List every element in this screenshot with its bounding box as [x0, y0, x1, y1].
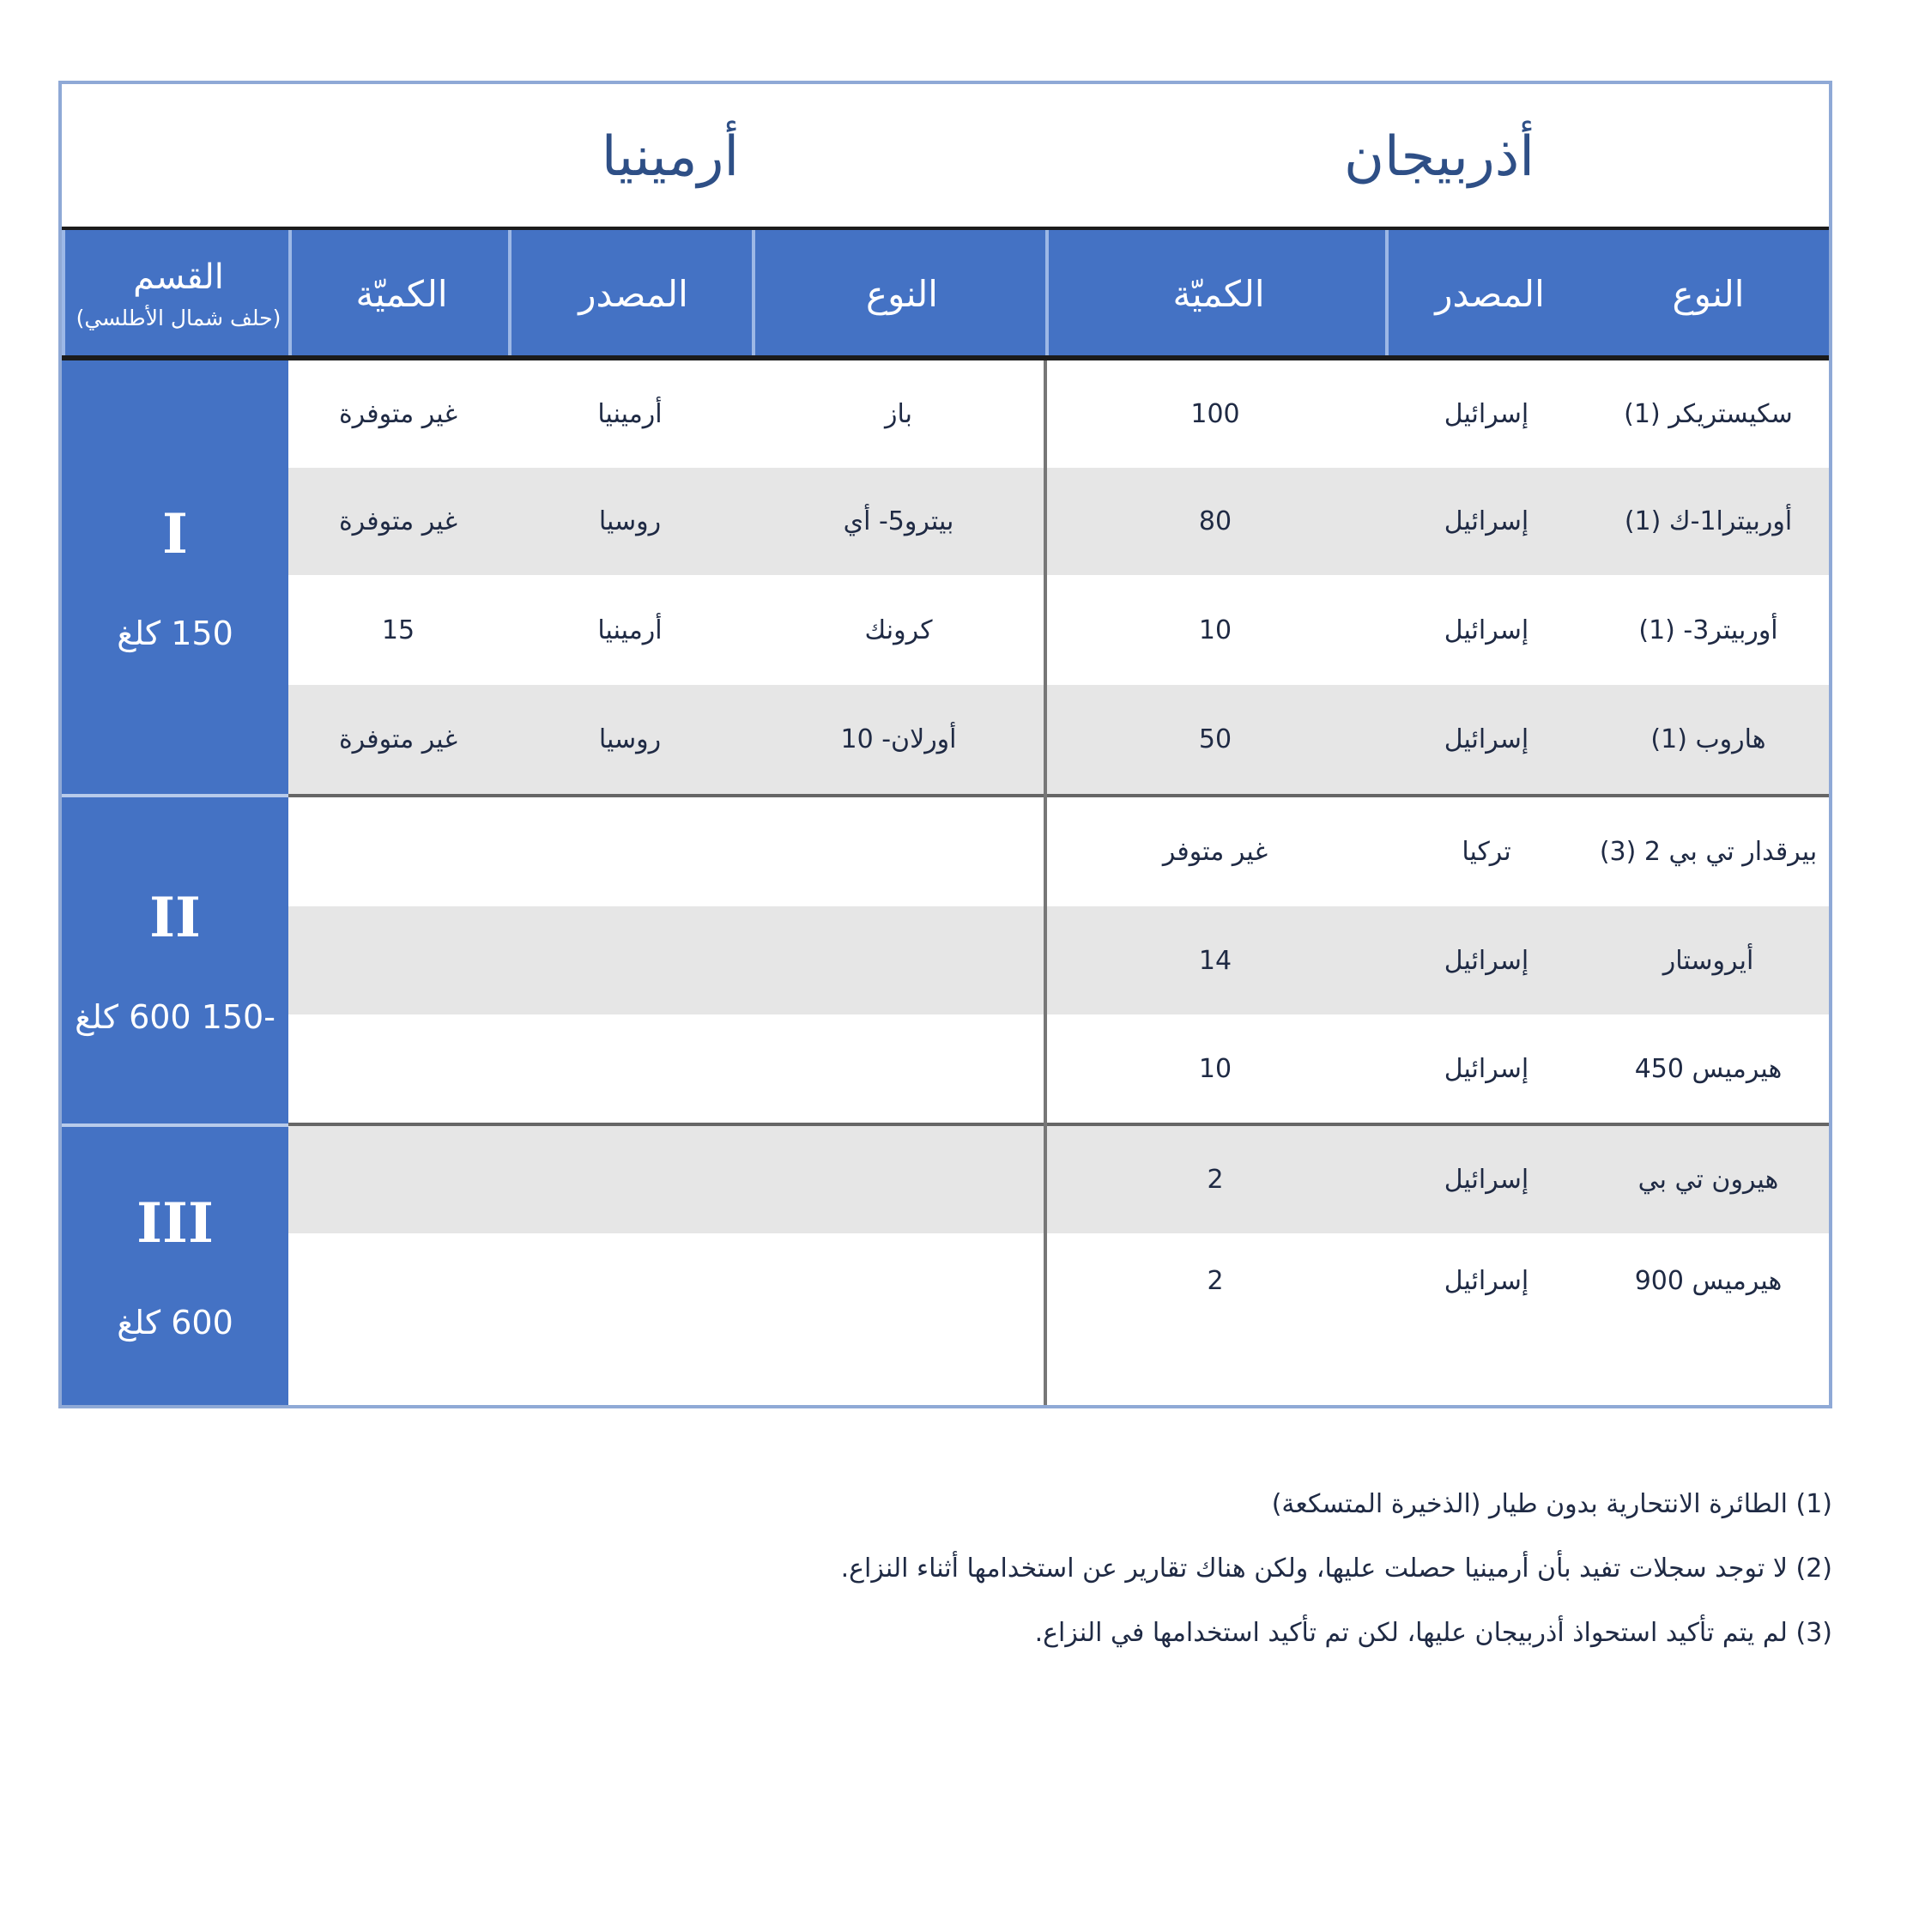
az-source: إسرائيل	[1444, 724, 1529, 754]
header-am-quantity: الكميّة	[288, 230, 512, 357]
az-quantity: غير متوفر	[1162, 837, 1268, 867]
az-source: إسرائيل	[1444, 1053, 1529, 1084]
az-type: أوربيتر3- (1)	[1638, 615, 1778, 645]
section-3-weight: 600 كلغ	[117, 1303, 233, 1341]
section-1	[62, 360, 288, 794]
az-quantity: 50	[1198, 724, 1232, 754]
section-3	[62, 1127, 288, 1405]
am-type: أورلان- 10	[840, 724, 957, 754]
header-section-label: القسم	[133, 257, 224, 297]
az-type: هاروب (1)	[1650, 724, 1766, 754]
az-source: إسرائيل	[1444, 1265, 1529, 1296]
am-quantity: غير متوفرة	[338, 724, 458, 754]
az-quantity: 80	[1198, 506, 1232, 536]
az-quantity: 10	[1198, 615, 1232, 645]
am-type: كرونك	[864, 615, 933, 645]
am-quantity: غير متوفرة	[338, 506, 458, 536]
az-quantity: 14	[1198, 945, 1232, 976]
az-source: تركيا	[1462, 837, 1511, 867]
drone-comparison-table	[58, 81, 1832, 1408]
az-type: بيرقدار تي بي 2 (3)	[1599, 837, 1818, 867]
am-source: أرمينيا	[597, 615, 663, 645]
country-title-azerbaijan: أذربيجان	[1343, 125, 1535, 189]
header-az-quantity: الكميّة	[1045, 230, 1389, 357]
header-az-source: المصدر	[1385, 230, 1591, 357]
am-source: روسيا	[598, 506, 662, 536]
footnotes	[545, 1489, 1832, 1682]
footnote-1: (1) الطائرة الانتحارية بدون طيار (الذخيرة المتسكعة)	[1271, 1489, 1832, 1519]
column-header-row	[62, 230, 1829, 357]
am-source: أرمينيا	[597, 399, 663, 429]
am-quantity: غير متوفرة	[338, 399, 458, 429]
az-quantity: 2	[1207, 1165, 1224, 1195]
az-quantity: 2	[1207, 1265, 1224, 1296]
section-2-roman: II	[149, 885, 201, 950]
az-type: هيرون تي بي	[1637, 1165, 1779, 1195]
az-source: إسرائيل	[1444, 945, 1529, 976]
az-type: هيرميس 450	[1634, 1053, 1783, 1084]
az-quantity: 100	[1190, 399, 1240, 429]
footnote-2: (2) لا توجد سجلات تفيد بأن أرمينيا حصلت عليها، ولكن هناك تقارير عن استخدامها أثناء النزاع.	[840, 1553, 1832, 1584]
section-2-weight: -150 600 كلغ	[75, 997, 275, 1036]
section-2	[62, 797, 288, 1123]
am-type: بيترو5- أي	[843, 506, 954, 536]
az-source: إسرائيل	[1444, 615, 1529, 645]
header-am-type: النوع	[752, 230, 1049, 357]
section-1-roman: I	[162, 502, 188, 566]
am-quantity: 15	[381, 615, 415, 645]
az-type: أيروستار	[1662, 945, 1754, 976]
footnote-3: (3) لم يتم تأكيد استحواذ أذربيجان عليها، لكن تم تأكيد استخدامها في النزاع.	[1034, 1618, 1832, 1648]
az-type: سكيستريكر (1)	[1624, 399, 1793, 429]
az-source: إسرائيل	[1444, 506, 1529, 536]
az-quantity: 10	[1198, 1053, 1232, 1084]
country-title-armenia: أرمينيا	[601, 125, 740, 189]
section-3-roman: III	[136, 1190, 214, 1256]
header-az-type: النوع	[1672, 272, 1745, 315]
header-section-sub: (حلف شمال الأطلسي)	[76, 305, 281, 330]
am-source: روسيا	[598, 724, 662, 754]
az-type: هيرميس 900	[1634, 1265, 1783, 1296]
az-source: إسرائيل	[1444, 399, 1529, 429]
section-1-weight: 150 كلغ	[117, 615, 233, 652]
header-am-source: المصدر	[508, 230, 755, 357]
az-source: إسرائيل	[1444, 1165, 1529, 1195]
header-section	[62, 230, 292, 357]
az-type: أوربيترا1-ك (1)	[1624, 506, 1793, 536]
am-type: باز	[885, 399, 912, 429]
